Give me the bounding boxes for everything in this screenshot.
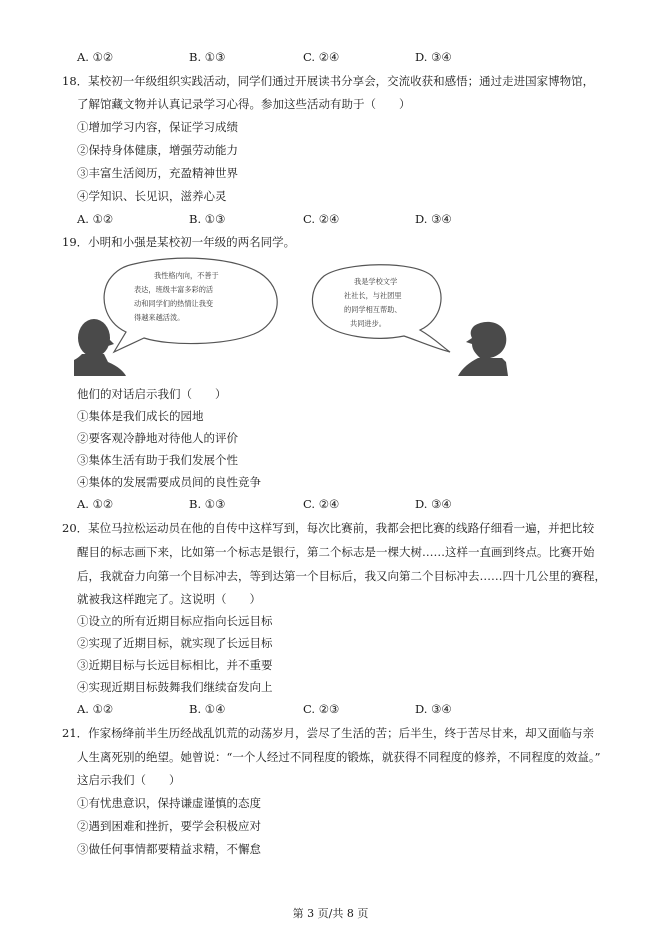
q21-statement-3: ③做任何事情都要精益求精，不懈怠 xyxy=(77,842,261,856)
q20-option-b: B. ①④ xyxy=(189,702,226,716)
left-bubble-line-2: 表达，班级丰富多彩的活 xyxy=(134,285,214,294)
q20-stem-line3: 后，我就奋力向第一个目标冲去，等到达第一个目标后，我又向第二个目标冲去……四十几公里的赛程， xyxy=(77,569,606,583)
q20-option-c: C. ②③ xyxy=(303,702,340,716)
q20-statement-3: ③近期目标与长远目标相比，并不重要 xyxy=(77,658,273,672)
q17-option-b: B. ①③ xyxy=(189,50,226,64)
q19-question: 他们的对话启示我们（ ） xyxy=(77,387,227,401)
q19-option-c: C. ②④ xyxy=(303,497,340,511)
q19-options xyxy=(77,496,597,512)
q21-stem-line2: 人生离死别的绝望。她曾说：“一个人经过不同程度的锻炼，就获得不同程度的修养，不同程度的效益。” xyxy=(77,750,601,764)
right-person-silhouette xyxy=(458,322,508,376)
page-footer: 第 3 页/共 8 页 xyxy=(292,907,369,920)
q20-statement-4: ④实现近期目标鼓舞我们继续奋发向上 xyxy=(77,680,273,694)
q18-statement-3: ③丰富生活阅历，充盈精神世界 xyxy=(77,166,238,180)
q20-stem-line4: 就被我这样跑完了。这说明（ ） xyxy=(77,592,261,606)
left-bubble-line-1: 我性格内向，不善于 xyxy=(154,271,219,280)
q17-options xyxy=(77,49,597,65)
q18-stem-line1: 18．某校初一年级组织实践活动，同学们通过开展读书分享会，交流收获和感悟；通过走进国家博物馆， xyxy=(62,74,595,88)
q20-stem-line1: 20．某位马拉松运动员在他的自传中这样写到，每次比赛前，我都会把比赛的线路仔细看一遍，并把比较 xyxy=(62,521,595,535)
right-bubble-line-2: 社社长，与社团里 xyxy=(344,291,402,300)
q18-option-c: C. ②④ xyxy=(303,212,340,226)
q21-statement-2: ②遇到困难和挫折，要学会积极应对 xyxy=(77,819,261,833)
q18-option-b: B. ①③ xyxy=(189,212,226,226)
q18-options xyxy=(77,211,597,227)
q19-option-a: A. ①② xyxy=(77,497,114,511)
left-bubble-line-3: 动和同学们的热情让我变 xyxy=(134,299,214,308)
q21-stem-line3: 这启示我们（ ） xyxy=(77,773,181,787)
q20-option-a: A. ①② xyxy=(77,702,114,716)
q20-option-d: D. ③④ xyxy=(415,702,452,716)
q18-option-a: A. ①② xyxy=(77,212,114,226)
dialogue-illustration-svg xyxy=(74,256,508,376)
right-bubble-line-4: 共同进步。 xyxy=(350,319,386,328)
q19-statement-4: ④集体的发展需要成员间的良性竞争 xyxy=(77,475,261,489)
q19-option-b: B. ①③ xyxy=(189,497,226,511)
q17-option-d: D. ③④ xyxy=(415,50,452,64)
q20-statement-2: ②实现了近期目标，就实现了长远目标 xyxy=(77,636,273,650)
q18-option-d: D. ③④ xyxy=(415,212,452,226)
q21-stem-line1: 21．作家杨绛前半生历经战乱饥荒的动荡岁月，尝尽了生活的苦；后半生，终于苦尽甘来，却又面临与亲 xyxy=(62,726,595,740)
left-bubble-line-4: 得越来越活泼。 xyxy=(134,313,185,322)
q17-option-c: C. ②④ xyxy=(303,50,340,64)
q18-statement-4: ④学知识、长见识，滋养心灵 xyxy=(77,189,227,203)
q19-option-d: D. ③④ xyxy=(415,497,452,511)
q18-statement-2: ②保持身体健康，增强劳动能力 xyxy=(77,143,238,157)
q21-statement-1: ①有忧患意识，保持谦虚谨慎的态度 xyxy=(77,796,261,810)
q19-statement-1: ①集体是我们成长的园地 xyxy=(77,409,204,423)
q17-option-a: A. ①② xyxy=(77,50,114,64)
q20-options xyxy=(77,701,597,717)
q19-stem: 19．小明和小强是某校初一年级的两名同学。 xyxy=(62,235,296,249)
q18-statement-1: ①增加学习内容，保证学习成绩 xyxy=(77,120,238,134)
right-bubble-line-1: 我是学校文学 xyxy=(354,277,398,286)
q19-statement-3: ③集体生活有助于我们发展个性 xyxy=(77,453,238,467)
q19-dialogue-illustration xyxy=(74,256,508,376)
q20-stem-line2: 醒目的标志画下来，比如第一个标志是银行，第二个标志是一棵大树……这样一直画到终点。比赛开始 xyxy=(77,545,595,559)
q20-statement-1: ①设立的所有近期目标应指向长远目标 xyxy=(77,614,273,628)
q19-statement-2: ②要客观冷静地对待他人的评价 xyxy=(77,431,238,445)
q18-stem-line2: 了解馆藏文物并认真记录学习心得。参加这些活动有助于（ ） xyxy=(77,97,411,111)
right-bubble-line-3: 的同学相互帮助、 xyxy=(344,305,402,314)
